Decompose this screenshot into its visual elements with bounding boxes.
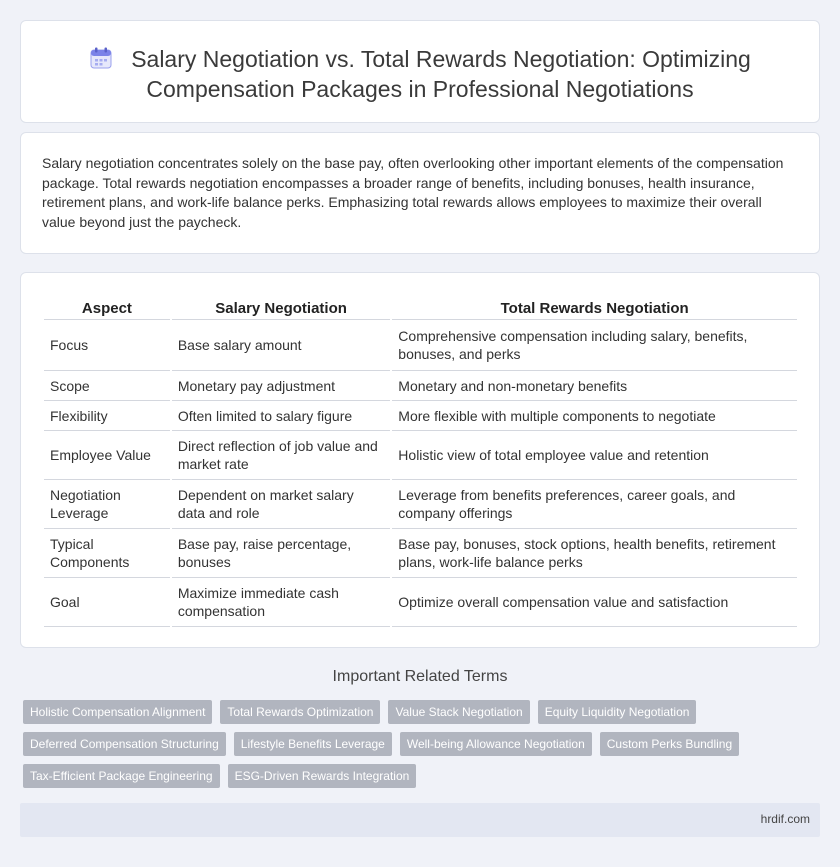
comparison-table-card [20, 272, 820, 648]
table-header-row [44, 295, 797, 320]
tag-row [23, 764, 813, 788]
cell-salary: Dependent on market salary data and role [172, 480, 390, 529]
cell-salary: Monetary pay adjustment [172, 371, 390, 401]
cell-aspect: Focus [44, 320, 170, 371]
tag-esg-driven-rewards-integration[interactable]: ESG-Driven Rewards Integration [228, 764, 417, 788]
page-title-wrap [21, 44, 819, 104]
header-card [20, 20, 820, 123]
cell-aspect: Negotiation Leverage [44, 480, 170, 529]
header-total-rewards-negotiation: Total Rewards Negotiation [392, 295, 797, 320]
tag-total-rewards-optimization[interactable]: Total Rewards Optimization [220, 700, 380, 724]
cell-total-rewards: Holistic view of total employee value and retention [392, 431, 797, 480]
cell-total-rewards: Base pay, bonuses, stock options, health benefits, retirement plans, work-life balance perks [392, 529, 797, 578]
tag-row [23, 732, 813, 756]
cell-aspect: Employee Value [44, 431, 170, 480]
tag-custom-perks-bundling[interactable]: Custom Perks Bundling [600, 732, 739, 756]
tag-equity-liquidity-negotiation[interactable]: Equity Liquidity Negotiation [538, 700, 697, 724]
table-row [44, 320, 797, 371]
tag-holistic-compensation-alignment[interactable]: Holistic Compensation Alignment [23, 700, 212, 724]
header-salary-negotiation: Salary Negotiation [172, 295, 390, 320]
table-row [44, 431, 797, 480]
intro-text: Salary negotiation concentrates solely on the base pay, often overlooking other important elements of the compensation package. Total rewards negotiation encompasses a broader range of benefits, including bonuses, health insurance, retirement plans, and work-life balance perks. Emphasizing total rewards allows employees to maximize their overall value beyond just the paycheck. [42, 155, 784, 230]
cell-aspect: Goal [44, 578, 170, 627]
cell-aspect: Typical Components [44, 529, 170, 578]
intro-card [20, 132, 820, 254]
footer-site-link[interactable]: hrdif.com [760, 812, 810, 826]
footer [20, 803, 820, 837]
cell-aspect: Flexibility [44, 401, 170, 431]
table-row [44, 480, 797, 529]
tag-deferred-compensation-structuring[interactable]: Deferred Compensation Structuring [23, 732, 226, 756]
cell-total-rewards: Comprehensive compensation including salary, benefits, bonuses, and perks [392, 320, 797, 371]
cell-salary: Often limited to salary figure [172, 401, 390, 431]
related-terms-heading: Important Related Terms [332, 668, 508, 685]
tag-value-stack-negotiation[interactable]: Value Stack Negotiation [388, 700, 529, 724]
table-row [44, 371, 797, 401]
cell-salary: Maximize immediate cash compensation [172, 578, 390, 627]
calendar-icon [89, 46, 113, 70]
cell-total-rewards: More flexible with multiple components to negotiate [392, 401, 797, 431]
related-terms-tags [23, 700, 813, 796]
cell-salary: Direct reflection of job value and market rate [172, 431, 390, 480]
table-row [44, 578, 797, 627]
comparison-table [42, 295, 799, 627]
cell-total-rewards: Optimize overall compensation value and satisfaction [392, 578, 797, 627]
tag-well-being-allowance-negotiation[interactable]: Well-being Allowance Negotiation [400, 732, 592, 756]
cell-aspect: Scope [44, 371, 170, 401]
tag-tax-efficient-package-engineering[interactable]: Tax-Efficient Package Engineering [23, 764, 220, 788]
table-row [44, 529, 797, 578]
header-aspect: Aspect [44, 295, 170, 320]
cell-salary: Base pay, raise percentage, bonuses [172, 529, 390, 578]
cell-total-rewards: Monetary and non-monetary benefits [392, 371, 797, 401]
table-row [44, 401, 797, 431]
tag-lifestyle-benefits-leverage[interactable]: Lifestyle Benefits Leverage [234, 732, 392, 756]
tag-row [23, 700, 813, 724]
cell-total-rewards: Leverage from benefits preferences, career goals, and company offerings [392, 480, 797, 529]
cell-salary: Base salary amount [172, 320, 390, 371]
page-title: Salary Negotiation vs. Total Rewards Negotiation: Optimizing Compensation Packages in Professional Negotiations [131, 46, 751, 102]
